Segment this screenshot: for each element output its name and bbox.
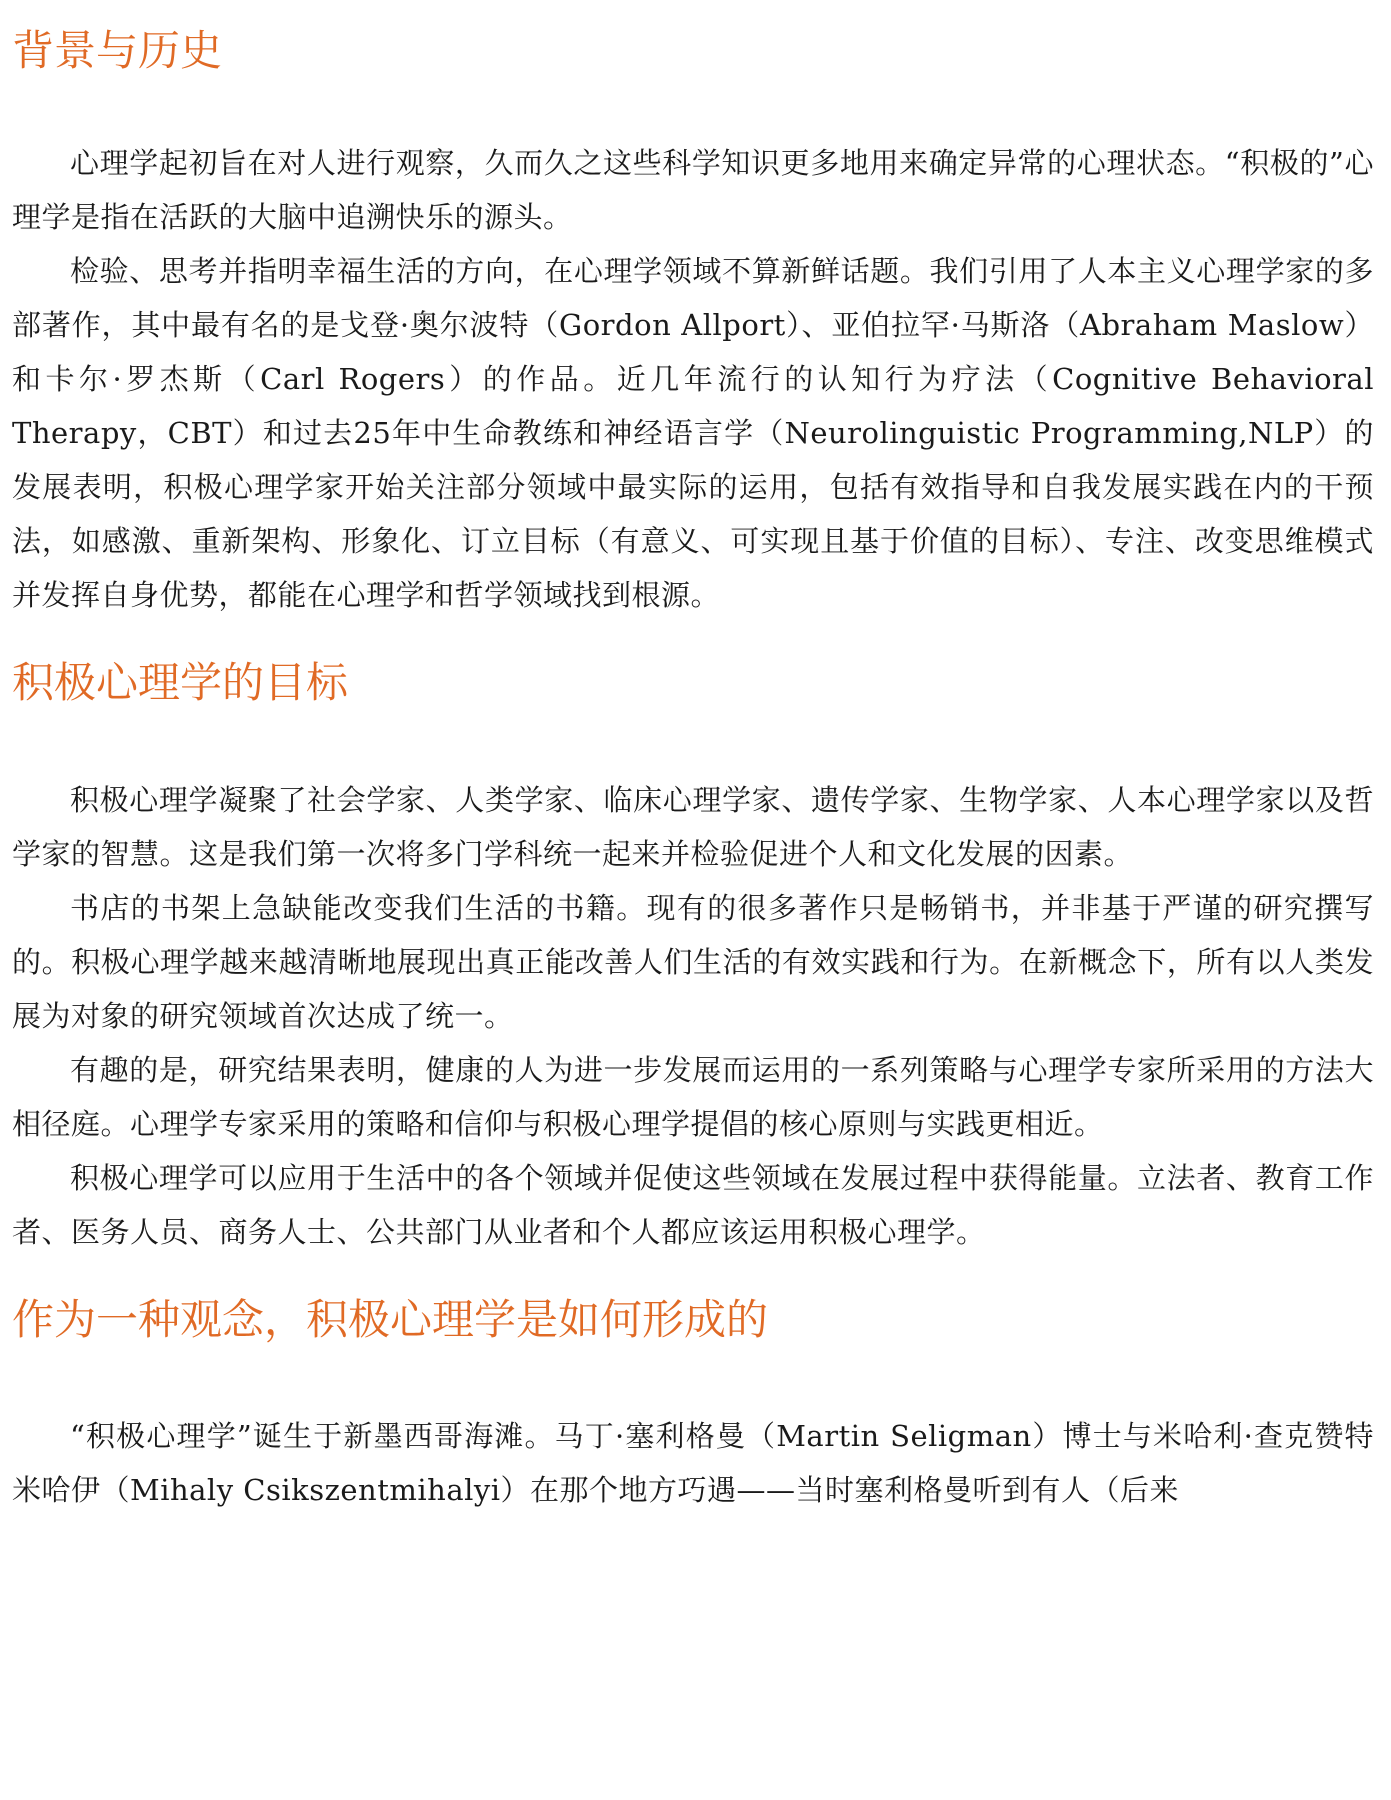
paragraph: “积极心理学”诞生于新墨西哥海滩。马丁·塞利格曼（Martin Seligman）博士与米哈利·查克赞特米哈伊（Mihaly Csikszentmihalyi）在那个地方巧遇——当时塞利格曼听到有人（后来 — [12, 1419, 1374, 1508]
paragraph: 检验、思考并指明幸福生活的方向，在心理学领域不算新鲜话题。我们引用了人本主义心理学家的多部著作，其中最有名的是戈登·奥尔波特（Gordon Allport）、亚伯拉罕·马斯洛（Abraham Maslow）和卡尔·罗杰斯（Carl Rogers）的作品。近几年流行的认知行为疗法（Cognitive Behavioral Therapy，CBT）和过去25年中生命教练和神经语言学（Neurolinguistic Programming,NLP）的发展表明，积极心理学家开始关注部分领域中最实际的运用，包括有效指导和自我发展实践在内的干预法，如感激、重新架构、形象化、订立目标（有意义、可实现且基于价值的目标）、专注、改变思维模式并发挥自身优势，都能在心理学和哲学领域找到根源。 — [12, 254, 1374, 613]
section-heading-origin: 作为一种观念，积极心理学是如何形成的 — [12, 1294, 769, 1344]
paragraph: 积极心理学可以应用于生活中的各个领域并促使这些领域在发展过程中获得能量。立法者、教育工作者、医务人员、商务人士、公共部门从业者和个人都应该运用积极心理学。 — [12, 1160, 1374, 1249]
section-body-origin — [12, 1409, 1374, 1517]
section-heading-background-history: 背景与历史 — [12, 26, 223, 75]
document-page — [12, 0, 1374, 1517]
paragraph: 有趣的是，研究结果表明，健康的人为进一步发展而运用的一系列策略与心理学专家所采用的方法大相径庭。心理学专家采用的策略和信仰与积极心理学提倡的核心原则与实践更相近。 — [12, 1052, 1374, 1141]
section-heading-goals: 积极心理学的目标 — [12, 658, 349, 708]
paragraph: 积极心理学凝聚了社会学家、人类学家、临床心理学家、遗传学家、生物学家、人本心理学家以及哲学家的智慧。这是我们第一次将多门学科统一起来并检验促进个人和文化发展的因素。 — [12, 782, 1374, 871]
paragraph: 书店的书架上急缺能改变我们生活的书籍。现有的很多著作只是畅销书，并非基于严谨的研究撰写的。积极心理学越来越清晰地展现出真正能改善人们生活的有效实践和行为。在新概念下，所有以人类发展为对象的研究领域首次达成了统一。 — [12, 890, 1374, 1033]
section-body-background-history — [12, 136, 1374, 622]
paragraph: 心理学起初旨在对人进行观察，久而久之这些科学知识更多地用来确定异常的心理状态。“积极的”心理学是指在活跃的大脑中追溯快乐的源头。 — [12, 146, 1374, 235]
section-body-goals — [12, 773, 1374, 1259]
